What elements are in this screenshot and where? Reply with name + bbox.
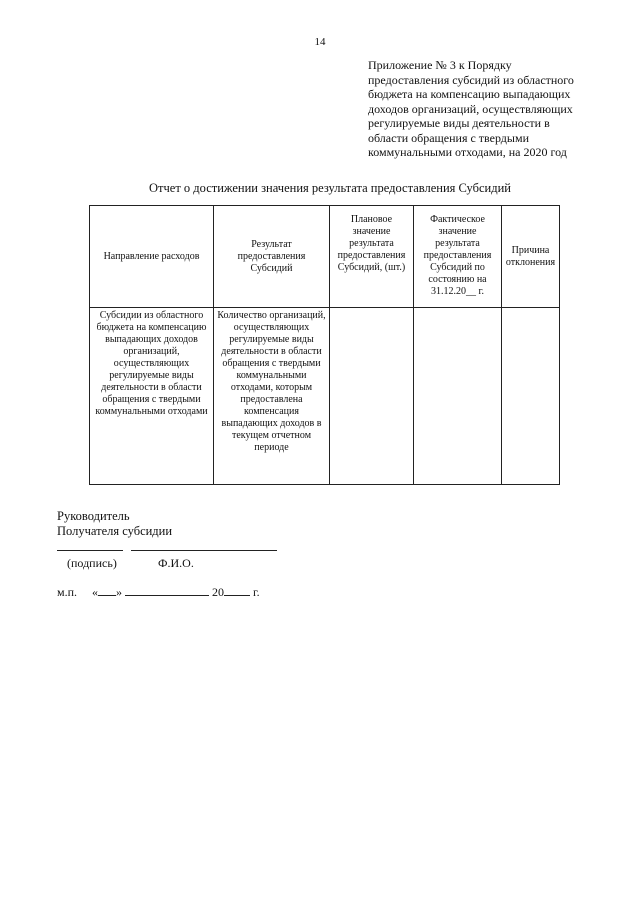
year-blank <box>224 585 250 596</box>
header-direction: Направление расходов <box>90 206 214 308</box>
year-suffix: г. <box>253 585 260 599</box>
page-number: 14 <box>314 36 326 48</box>
stamp-mark: м.п. <box>57 585 78 599</box>
appendix-line: коммунальными отходами, на 2020 год <box>368 145 567 159</box>
quote-open: « <box>92 585 99 599</box>
table-row <box>90 308 560 485</box>
cell-direction: Субсидии из областного бюджета на компенсацию выпадающих доходов организаций, осуществляющих регулируемые виды деятельности в области обращения с твердыми коммунальными отходами <box>90 308 214 485</box>
appendix-line: бюджета на компенсацию выпадающих <box>368 87 571 101</box>
cell-reason <box>502 308 560 485</box>
signature-block <box>57 509 172 539</box>
appendix-note <box>368 58 608 160</box>
appendix-line: области обращения с твердыми <box>368 130 529 145</box>
year-prefix: 20 <box>212 585 225 599</box>
header-actual: Фактическое значение результата предоставления Субсидий по состоянию на 31.12.20__ г. <box>414 206 502 308</box>
cell-planned <box>330 308 414 485</box>
stamp-date-row <box>57 585 260 600</box>
appendix-line: регулируемые виды деятельности в <box>368 116 550 130</box>
appendix-line: Приложение № 3 к Порядку <box>368 58 512 72</box>
signature-title: Руководитель <box>57 509 130 523</box>
name-caption: Ф.И.О. <box>158 556 194 570</box>
name-line <box>131 550 277 551</box>
report-table <box>89 205 560 485</box>
signature-lines <box>57 550 277 552</box>
appendix-line: доходов организаций, осуществляющих <box>368 101 573 116</box>
day-blank <box>98 585 116 596</box>
signature-subtitle: Получателя субсидии <box>57 524 173 538</box>
report-title: Отчет о достижении значения результата предоставления Субсидий <box>149 181 511 195</box>
appendix-line: предоставления субсидий из областного <box>368 72 574 87</box>
cell-actual <box>414 308 502 485</box>
quote-close: » <box>116 585 123 599</box>
table-header-row <box>90 206 560 308</box>
header-planned: Плановое значение результата предоставления Субсидий, (шт.) <box>330 206 414 308</box>
cell-result: Количество организаций, осуществляющих регулируемые виды деятельности в области обращения с твердыми коммунальными отходами, которым предоставлена компенсация выпадающих доходов в текущем отчетном периоде <box>214 308 330 485</box>
signature-caption: (подпись) <box>67 556 117 570</box>
month-blank <box>125 585 209 596</box>
signature-line <box>57 550 123 551</box>
header-result: Результат предоставления Субсидий <box>214 206 330 308</box>
header-reason: Причина отклонения <box>502 206 560 308</box>
